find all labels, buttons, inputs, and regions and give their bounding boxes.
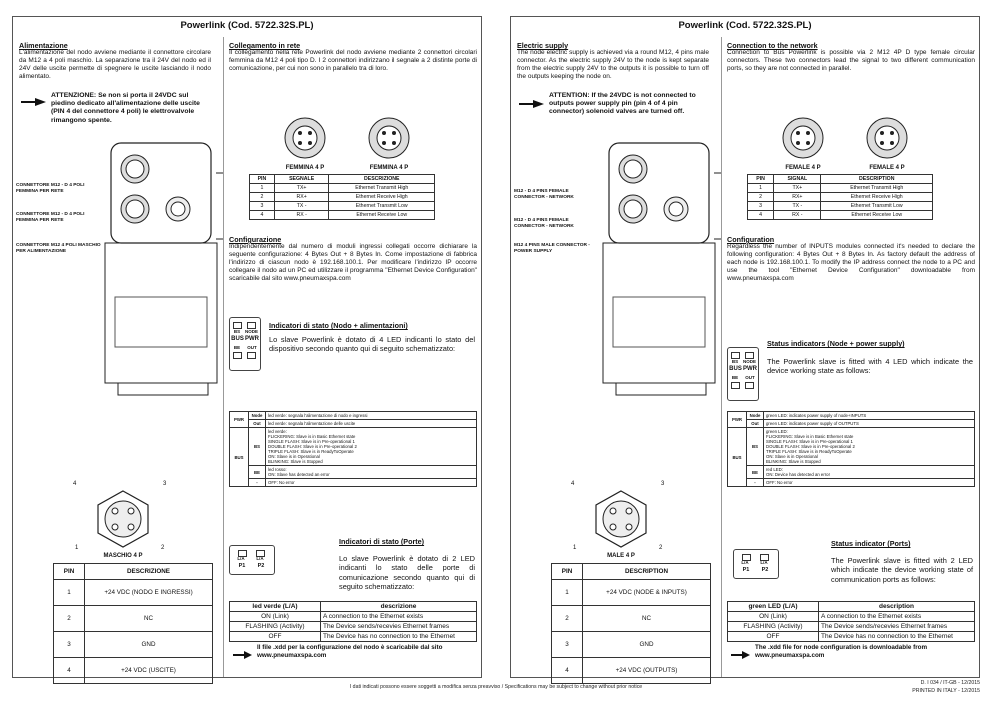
table-row: 2 NC xyxy=(54,606,213,632)
network-text: Il collegamento nella rete Powerlink del nodo avviene mediante 2 connettori circolari femmina da M12 4 poli tipo D. I 2 connettori indirizzano il segnale a 2 distinte porte di comunicazione, per cui non sono in parallelo tra di loro. xyxy=(229,49,477,72)
led-label: L/A xyxy=(760,560,768,565)
network-heading: Connection to the network xyxy=(727,41,818,50)
led-label: NODE xyxy=(244,329,258,334)
network-pin-table: PIN SEGNALE DESCRIZIONE 1 TX+ Ethernet Transmit High 2 RX+ Ethernet Receive High 3 TX - Ethernet Transmit Low 4 RX - Ethernet Receive Low xyxy=(249,174,435,220)
male-caption: MALE 4 P xyxy=(607,553,635,559)
network-heading: Collegamento in rete xyxy=(229,41,301,50)
led-label: OUT xyxy=(247,345,257,350)
led-label: P2 xyxy=(257,563,265,569)
table-row: 1 TX+ Ethernet Transmit High xyxy=(250,184,435,193)
xdd-note: The .xdd file for node configuration is downloadable from www.pneumaxspa.com xyxy=(755,644,928,659)
footer-code: D. I 034 / IT-GB - 12/2015 xyxy=(920,680,980,686)
table-row: 4 +24 VDC (OUTPUTS) xyxy=(552,658,711,684)
table-row: BUS BS green LED: FLICKERING: Slave is in Basic Ethernet state SINGLE FLASH: Slave is in Pre-operational 1 DOUBLE FLASH: Slave is in Pre-operational 2 TRIPLE FLASH: Slave is in ReadyToOperate ON: Slave is in Operational BLINKING: Slave is Stopped xyxy=(728,428,975,466)
male-caption: MASCHIO 4 P xyxy=(103,553,143,559)
hand-pointer-icon xyxy=(233,647,253,665)
page-title: Powerlink (Cod. 5722.32S.PL) xyxy=(180,20,314,31)
footer-printed: PRINTED IN ITALY - 12/2015 xyxy=(912,688,980,694)
female-connector-icon xyxy=(773,113,833,163)
status-text: Lo slave Powerlink è dotato di 4 LED indicanti lo stato del dispositivo secondo quanto qui di seguito schematizzato: xyxy=(269,335,475,354)
led-label: L/A xyxy=(237,556,245,561)
config-heading: Configurazione xyxy=(229,235,282,244)
male-connector-icon xyxy=(93,489,153,549)
status-heading: Status indicators (Node + power supply) xyxy=(767,339,905,348)
table-row: BE red LED: ON: Device has detected an error xyxy=(728,466,975,479)
led-panel-ports xyxy=(229,545,275,575)
hand-pointer-icon xyxy=(21,95,47,113)
table-row: ON (Link) A connection to the Ethernet exists xyxy=(230,612,477,622)
node-device-drawing xyxy=(13,137,223,397)
male-pin-2: 2 xyxy=(659,545,663,551)
label-net-connector-1: CONNETTORE M12 - D 4 POLI FEMMINA PER RETE xyxy=(16,183,85,194)
table-row: 3 TX - Ethernet Transmit Low xyxy=(250,202,435,211)
led-label: BUS xyxy=(729,366,742,372)
ports-text: Lo slave Powerlink è dotato di 2 LED indicanti lo stato delle porte di comunicazione secondo quanto qui di seguito schematizzato: xyxy=(339,554,475,592)
female-connector-icon xyxy=(275,113,335,163)
table-row: 4 RX - Ethernet Receive Low xyxy=(250,211,435,220)
led-label: BE xyxy=(731,375,739,380)
male-pin-4: 4 xyxy=(571,481,575,487)
male-pin-table xyxy=(53,563,213,684)
table-row: 3 TX - Ethernet Transmit Low xyxy=(748,202,933,211)
page-title: Powerlink (Cod. 5722.32S.PL) xyxy=(678,20,812,31)
table-row: 2 RX+ Ethernet Receive High xyxy=(748,193,933,202)
led-label: P1 xyxy=(742,567,750,573)
table-row: FLASHING (Activity) The Device sends/recevies Ethernet frames xyxy=(728,622,975,632)
table-row: 4 RX - Ethernet Receive Low xyxy=(748,211,933,220)
table-row: Out green LED: indicates power supply of OUTPUTS xyxy=(728,420,975,428)
label-net-connector-2: M12 - D 4 PINS FEMALE CONNECTOR - NETWORK xyxy=(514,218,574,229)
node-device-drawing xyxy=(511,137,721,397)
female-caption-2: FEMALE 4 P xyxy=(869,165,905,171)
led-label: BE xyxy=(233,345,241,350)
page-italian xyxy=(12,16,482,678)
config-heading: Configuration xyxy=(727,235,775,244)
network-text: Connection to Bus Powerlink is possible via 2 M12 4P D type female circular connectors. These two connectors lead the signal to two different communication ports, so they are not connected in parallel. xyxy=(727,49,975,72)
table-row: - OFF: No error xyxy=(230,479,477,487)
xdd-note: Il file .xdd per la configurazione del nodo è scaricabile dal sito www.pneumaxspa.com xyxy=(257,644,443,659)
table-row: 4 +24 VDC (USCITE) xyxy=(54,658,213,684)
female-caption-1: FEMMINA 4 P xyxy=(285,165,325,171)
led-out xyxy=(745,382,754,389)
led-panel-node xyxy=(229,317,261,371)
status-led-table xyxy=(727,411,975,487)
table-row: BUS BS led verde: FLICKERING: Slave is in Basic Ethernet state SINGLE FLASH: Slave is in Pre-operational 1 DOUBLE FLASH: Slave is in Pre-operational 2 TRIPLE FLASH: Slave is in ReadyToOperate ON: Slave is in Operational BLINKING: Slave is Stopped xyxy=(230,428,477,466)
ports-text: The Powerlink slave is fitted with 2 LED which indicate the device working state of communication ports as follows: xyxy=(831,556,973,584)
led-label: P1 xyxy=(238,563,246,569)
table-row: 3 GND xyxy=(552,632,711,658)
table-row: OFF The Device has no connection to the Ethernet xyxy=(230,632,477,642)
table-row: ON (Link) A connection to the Ethernet exists xyxy=(728,612,975,622)
led-panel-ports xyxy=(733,549,779,579)
table-row: 2 NC xyxy=(552,606,711,632)
led-label: P2 xyxy=(761,567,769,573)
led-panel-node xyxy=(727,347,759,401)
female-connector-icon xyxy=(857,113,917,163)
led-label: L/A xyxy=(256,556,264,561)
led-label: PWR xyxy=(743,366,757,372)
male-pin-table: PIN DESCRIPTION 1 +24 VDC (NODE & INPUTS) 2 NC 3 GND 4 +24 VDC (OUTPUTS) xyxy=(551,563,711,684)
led-be xyxy=(731,382,740,389)
warning-text: ATTENZIONE: Se non si porta il 24VDC sul piedino dedicato all'alimentazione delle uscite (PIN 4 del connettore 4 poli) le elettrovalvole rimangono spente. xyxy=(51,92,200,124)
footer-disclaimer: I dati indicati possono essere soggetti a modifica senza preavviso / Specifications may be subject to change without prior notice xyxy=(349,684,643,690)
config-text: Regardless the number of INPUTS modules connected it's needed to declare the following configuration: 4 Bytes Out + 8 Bytes In. As factory default the address of each node is 192.168.100.1. To modify the IP address connect the node to a PC and use the tool "Ethernet Device Configuration" downloadable from www.pneumaxspa.com xyxy=(727,243,975,282)
label-power-connector: M12 4 PINS MALE CONNECTOR - POWER SUPPLY xyxy=(514,243,590,254)
male-pin-4: 4 xyxy=(73,481,77,487)
female-connector-icon xyxy=(359,113,419,163)
supply-text: L'alimentazione del nodo avviene mediante il connettore circolare da M12 a 4 poli maschio. La separazione tra il 24V del nodo ed il 24V delle uscite permette di spegnere le uscite lasciando il nodo alimentato. xyxy=(19,49,211,80)
table-row: OFF The Device has no connection to the Ethernet xyxy=(728,632,975,642)
led-label: BS xyxy=(233,329,241,334)
male-pin-2: 2 xyxy=(161,545,165,551)
led-label: NODE xyxy=(742,359,756,364)
hand-pointer-icon xyxy=(519,97,545,115)
page-english xyxy=(510,16,980,678)
table-row: 1 TX+ Ethernet Transmit High xyxy=(748,184,933,193)
table-row: 2 RX+ Ethernet Receive High xyxy=(250,193,435,202)
led-out xyxy=(247,352,256,359)
table-row: - OFF: No error xyxy=(728,479,975,487)
status-text: The Powerlink slave is fitted with 4 LED which indicate the device working state as follows: xyxy=(767,357,973,376)
table-row: 1 +24 VDC (NODO E INGRESSI) xyxy=(54,580,213,606)
led-label: OUT xyxy=(745,375,755,380)
column-divider xyxy=(721,37,722,677)
table-row: BE led rosso: ON: Slave has detected an error xyxy=(230,466,477,479)
network-pin-table: PIN SIGNAL DESCRIPTION 1 TX+ Ethernet Transmit High 2 RX+ Ethernet Receive High 3 TX - Ethernet Transmit Low 4 RX - Ethernet Receive Low xyxy=(747,174,933,220)
supply-heading: Alimentazione xyxy=(19,41,68,50)
led-bs xyxy=(233,322,242,329)
label-power-connector: CONNETTORE M12 4 POLI MASCHIO PER ALIMENTAZIONE xyxy=(16,243,101,254)
ports-led-table: green LED (L/A) description ON (Link) A connection to the Ethernet exists FLASHING (Activity) The Device sends/recevies Ethernet frames OFF The Device has no connection to the Ethernet xyxy=(727,601,975,642)
config-text: Indipendentemente dal numero di moduli ingressi collegati occorre dichiarare la seguente configurazione: 4 Bytes Out + 8 Bytes In. Come impostazione di fabbrica l'indirizzo di ciascun nodo è 192.168.100.1. Per modificare l'indirizzo IP occorre collegare il nodo ad un PC ed utilizzare il programma "Ethernet Device Configuration" scaricabile dal sito www.pneumaxspa.com xyxy=(229,243,477,282)
led-bs xyxy=(731,352,740,359)
led-label: L/A xyxy=(741,560,749,565)
table-row: PWR Node led verde: segnala l'alimentazione di nodo e ingressi xyxy=(230,412,477,420)
column-divider xyxy=(223,37,224,677)
warning-text: ATTENTION: If the 24VDC is not connected to outputs power supply pin (pin 4 of 4 pin connector) solenoid valves are turned off. xyxy=(549,92,696,116)
hand-pointer-icon xyxy=(731,647,751,665)
led-node xyxy=(745,352,754,359)
status-heading: Indicatori di stato (Nodo + alimentazioni) xyxy=(269,321,408,330)
supply-heading: Electric supply xyxy=(517,41,569,50)
female-caption-1: FEMALE 4 P xyxy=(785,165,821,171)
led-label: PWR xyxy=(245,336,259,342)
table-row: PWR Node green LED: indicates power supply of node+INPUTS xyxy=(728,412,975,420)
female-caption-2: FEMMINA 4 P xyxy=(369,165,409,171)
led-be xyxy=(233,352,242,359)
label-net-connector-1: M12 - D 4 PINS FEMALE CONNECTOR - NETWORK xyxy=(514,189,574,200)
ports-heading: Indicatori di stato (Porte) xyxy=(339,537,425,546)
male-connector-icon xyxy=(591,489,651,549)
led-label: BS xyxy=(731,359,739,364)
status-led-table xyxy=(229,411,477,487)
male-pin-1: 1 xyxy=(573,545,577,551)
ports-led-table: led verde (L/A) descrizione ON (Link) A connection to the Ethernet exists FLASHING (Activity) The Device sends/recevies Ethernet frames OFF The Device has no connection to the Ethernet xyxy=(229,601,477,642)
led-node xyxy=(247,322,256,329)
table-row: 3 GND xyxy=(54,632,213,658)
male-table-header: DESCRIZIONE xyxy=(85,564,213,580)
male-table-header: PIN xyxy=(54,564,85,580)
male-pin-1: 1 xyxy=(75,545,79,551)
ports-heading: Status indicator (Ports) xyxy=(831,539,911,548)
table-row: Out led verde: segnala l'alimentazione delle uscite xyxy=(230,420,477,428)
male-pin-3: 3 xyxy=(163,481,167,487)
table-row: FLASHING (Activity) The Device sends/recevies Ethernet frames xyxy=(230,622,477,632)
supply-text: The node electric supply is achieved via a round M12, 4 pins male connector. As the electric supply 24V to the node is kept separate from the electric supply 24V to the outputs it is possible to turn off the outputs keeping the node on. xyxy=(517,49,709,80)
led-label: BUS xyxy=(231,336,244,342)
label-net-connector-2: CONNETTORE M12 - D 4 POLI FEMMINA PER RETE xyxy=(16,212,85,223)
male-pin-3: 3 xyxy=(661,481,665,487)
table-row: 1 +24 VDC (NODE & INPUTS) xyxy=(552,580,711,606)
